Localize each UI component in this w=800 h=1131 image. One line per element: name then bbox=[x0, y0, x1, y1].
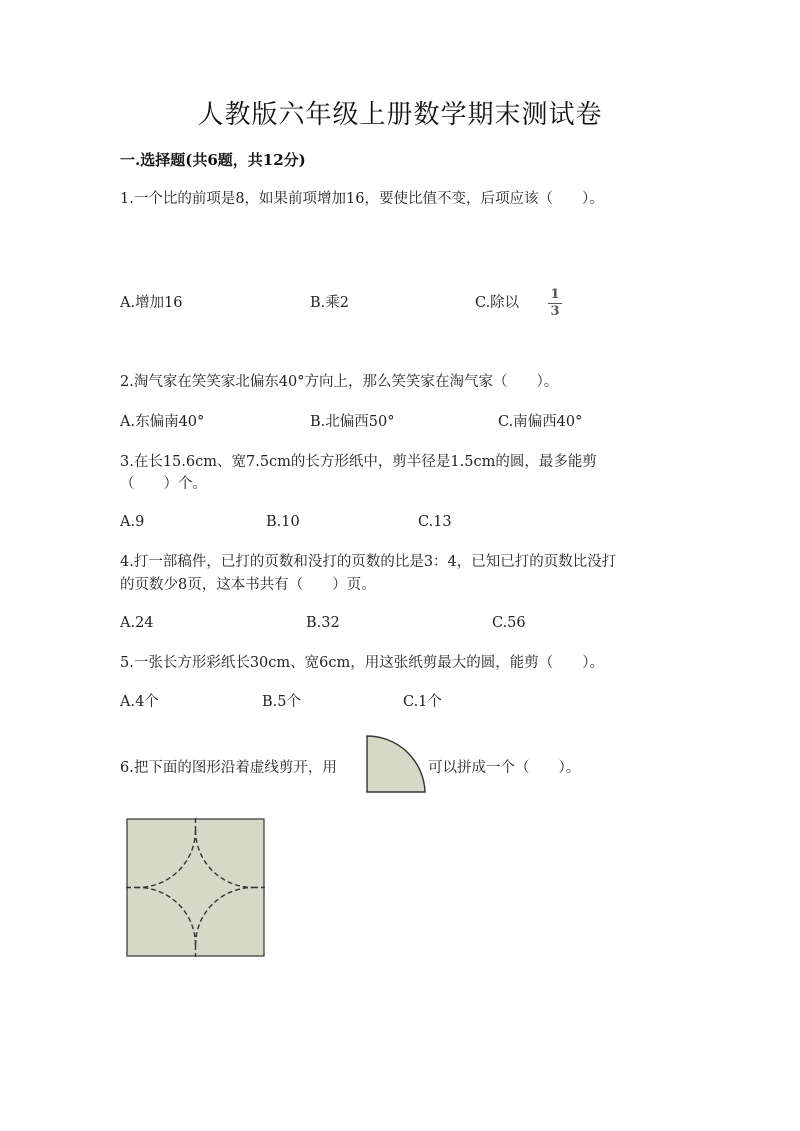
question-1-option-c: C.除以 bbox=[475, 295, 520, 311]
question-5-option-b: B.5个 bbox=[262, 694, 301, 710]
question-6-text-after: 可以拼成一个（ ）。 bbox=[428, 760, 581, 776]
question-5-text: 5.一张长方形彩纸长30cm、宽6cm，用这张纸剪最大的圆，能剪（ ）。 bbox=[120, 655, 604, 671]
section-heading: 一.选择题(共6题，共12分) bbox=[120, 151, 306, 169]
question-1-option-b: B.乘2 bbox=[310, 295, 349, 311]
question-4-line-2: 的页数少8页，这本书共有（ ）页。 bbox=[120, 577, 376, 593]
quarter-circle-figure bbox=[364, 733, 428, 795]
fraction-one-third bbox=[548, 288, 562, 319]
question-5-option-a: A.4个 bbox=[120, 694, 159, 710]
question-4-option-b: B.32 bbox=[306, 615, 340, 631]
question-3-option-c: C.13 bbox=[418, 514, 452, 530]
fraction-denominator: 3 bbox=[550, 304, 560, 319]
question-3-line-1: 3.在长15.6cm、宽7.5cm的长方形纸中，剪半径是1.5cm的圆，最多能剪 bbox=[120, 454, 597, 470]
question-1-option-a: A.增加16 bbox=[120, 295, 183, 311]
question-4-option-c: C.56 bbox=[492, 615, 526, 631]
question-5-option-c: C.1个 bbox=[403, 694, 442, 710]
question-2-text: 2.淘气家在笑笑家北偏东40°方向上，那么笑笑家在淘气家（ ）。 bbox=[120, 374, 559, 390]
page-title: 人教版六年级上册数学期末测试卷 bbox=[197, 100, 603, 130]
question-2-option-c: C.南偏西40° bbox=[498, 414, 583, 430]
question-3-option-a: A.9 bbox=[120, 514, 145, 530]
question-3-line-2: （ ）个。 bbox=[120, 476, 207, 492]
fraction-numerator: 1 bbox=[550, 287, 560, 302]
question-1-text: 1.一个比的前项是8，如果前项增加16，要使比值不变，后项应该（ ）。 bbox=[120, 191, 604, 207]
question-3-option-b: B.10 bbox=[266, 514, 300, 530]
question-2-option-a: A.东偏南40° bbox=[120, 414, 205, 430]
question-6-text-before: 6.把下面的图形沿着虚线剪开，用 bbox=[120, 760, 337, 776]
question-4-option-a: A.24 bbox=[120, 615, 154, 631]
question-4-line-1: 4.打一部稿件，已打的页数和没打的页数的比是3：4，已知已打的页数比没打 bbox=[120, 554, 617, 570]
square-dashed-cut-figure bbox=[126, 818, 266, 958]
question-2-option-b: B.北偏西50° bbox=[310, 414, 395, 430]
